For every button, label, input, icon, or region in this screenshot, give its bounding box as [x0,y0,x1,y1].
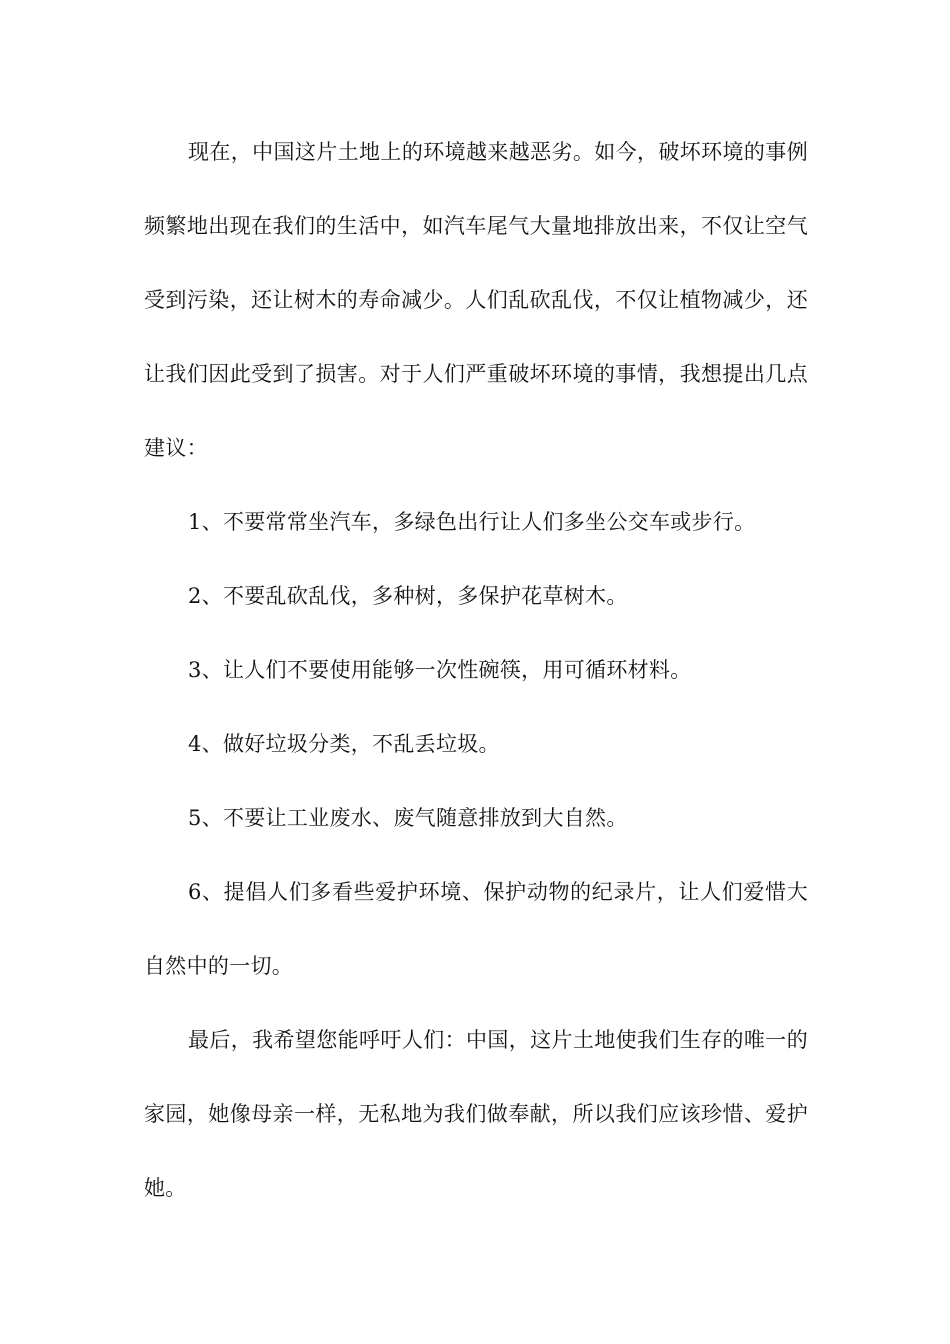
suggestion-1: 1、不要常常坐汽车，多绿色出行让人们多坐公交车或步行。 [188,510,756,534]
suggestion-5: 5、不要让工业废水、废气随意排放到大自然。 [188,806,628,830]
paragraph-conclusion: 最后，我希望您能呼吁人们：中国，这片土地使我们生存的唯一的家园，她像母亲一样，无私地为我们做奉献，所以我们应该珍惜、爱护她。 [144,1028,808,1200]
suggestion-3: 3、让人们不要使用能够一次性碗筷，用可循环材料。 [188,658,692,682]
suggestion-4: 4、做好垃圾分类，不乱丢垃圾。 [188,732,500,756]
document-body [144,115,808,1225]
suggestion-2: 2、不要乱砍乱伐，多种树，多保护花草树木。 [188,584,628,608]
suggestion-6: 6、提倡人们多看些爱护环境、保护动物的纪录片，让人们爱惜大自然中的一切。 [144,880,808,978]
paragraph-intro: 现在，中国这片土地上的环境越来越恶劣。如今，破坏环境的事例频繁地出现在我们的生活中，如汽车尾气大量地排放出来，不仅让空气受到污染，还让树木的寿命减少。人们乱砍乱伐，不仅让植物减少，还让我们因此受到了损害。对于人们严重破坏环境的事情，我想提出几点建议： [144,140,808,460]
